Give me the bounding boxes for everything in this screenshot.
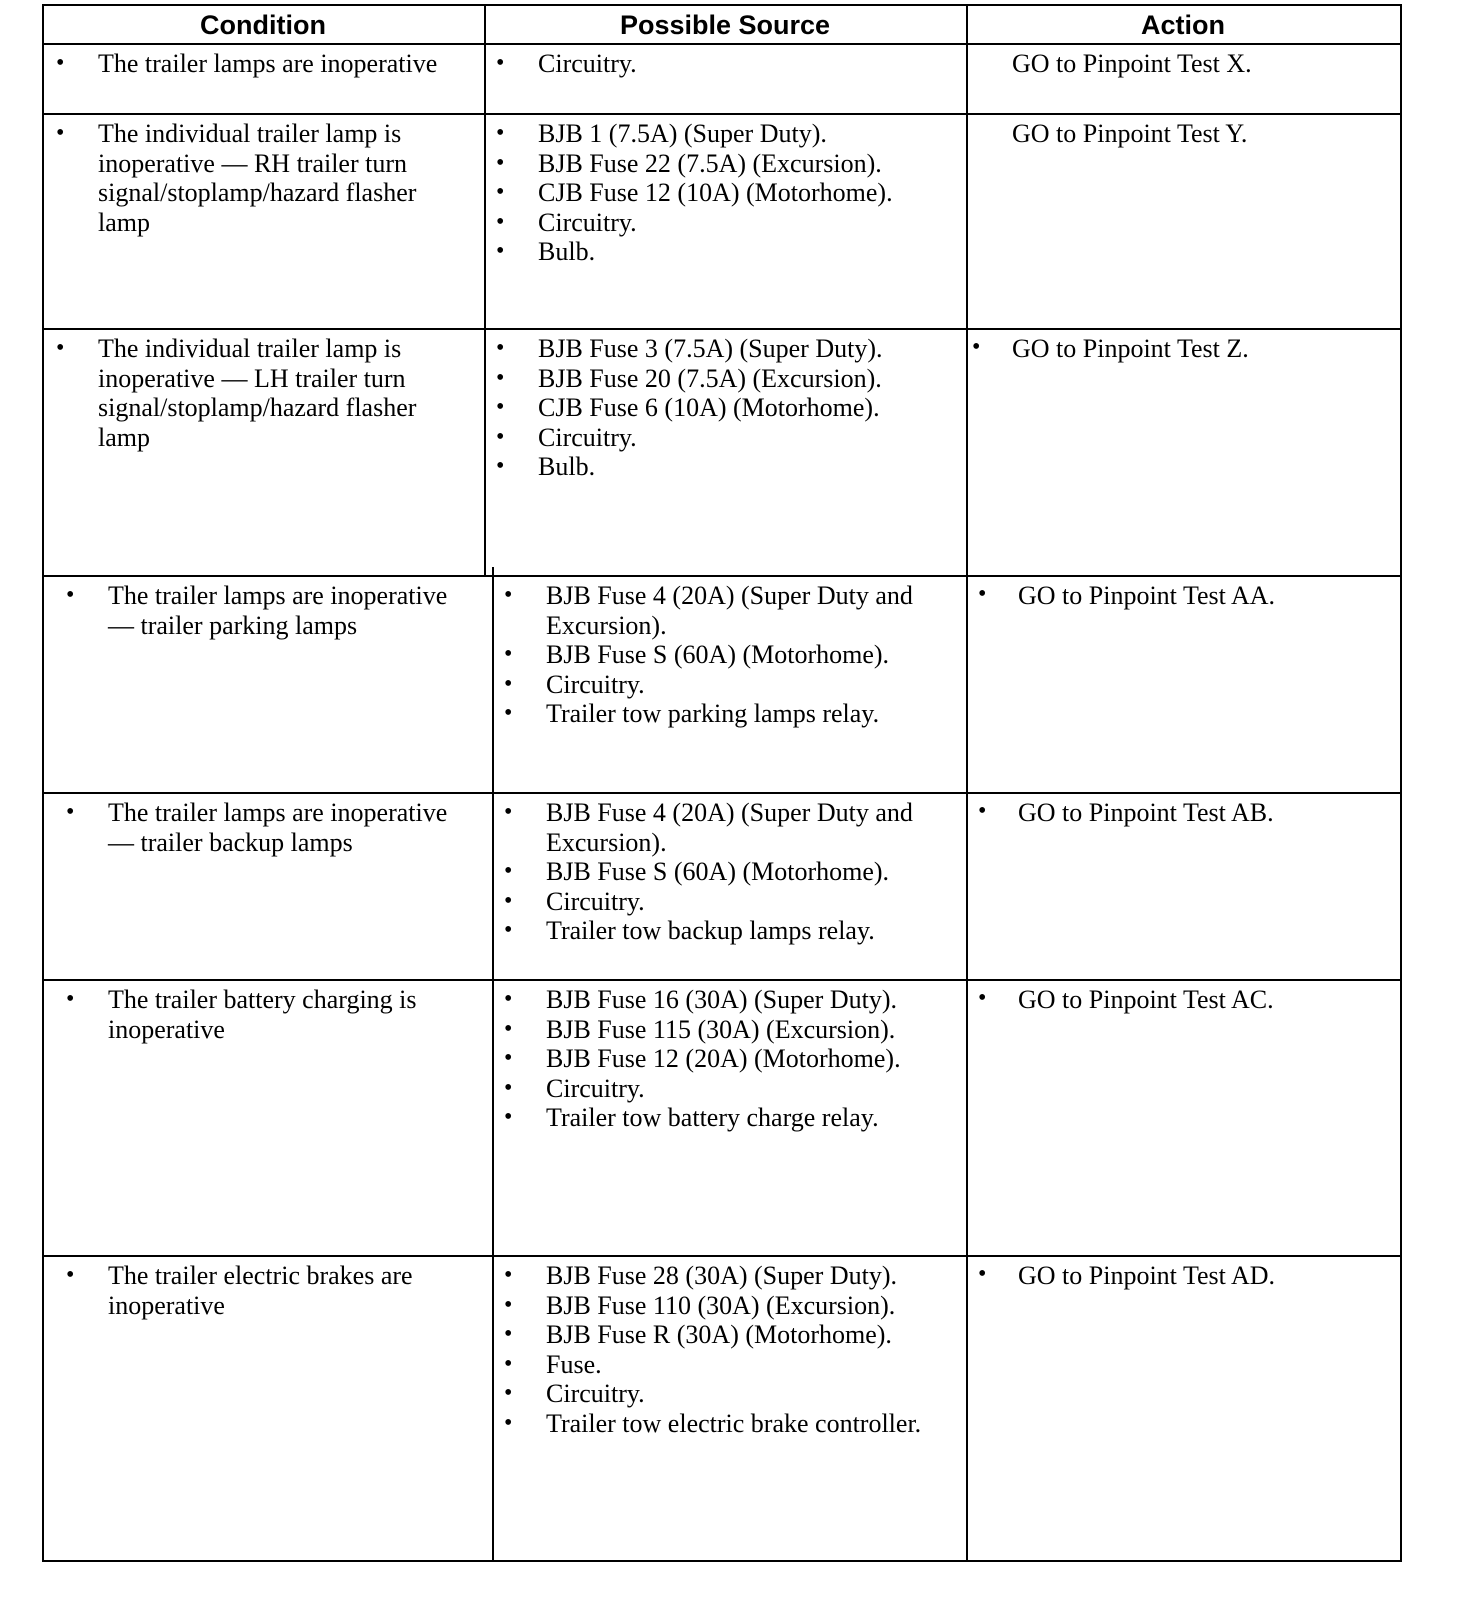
- source-item: [496, 178, 946, 208]
- source-text: Trailer tow parking lamps relay.: [546, 699, 880, 729]
- bullet-icon: •: [496, 364, 505, 391]
- condition-item: [56, 49, 470, 79]
- action-text: GO to Pinpoint Test AA.: [1018, 581, 1276, 610]
- condition-item: [66, 985, 478, 1044]
- action-text: GO to Pinpoint Test AB.: [1018, 798, 1274, 827]
- source-text: Circuitry.: [538, 422, 637, 452]
- bullet-icon: •: [496, 423, 505, 450]
- source-text: BJB Fuse 4 (20A) (Super Duty and Excursion).: [546, 581, 913, 640]
- bullet-icon: •: [496, 238, 505, 265]
- column-divider: [966, 4, 968, 1562]
- condition-text: The trailer lamps are inoperative — trailer backup lamps: [108, 798, 448, 857]
- bullet-icon: •: [978, 581, 987, 607]
- source-item: [504, 1409, 946, 1439]
- bullet-icon: •: [504, 1291, 513, 1318]
- source-item: [496, 452, 946, 482]
- table-rule: [42, 979, 1402, 981]
- bullet-icon: •: [56, 50, 65, 76]
- source-text: BJB Fuse 28 (30A) (Super Duty).: [546, 1261, 897, 1290]
- bullet-icon: •: [978, 798, 987, 824]
- condition-item: [56, 334, 470, 452]
- source-text: Circuitry.: [546, 1379, 645, 1409]
- table-rule: [42, 113, 1402, 115]
- bullet-icon: •: [66, 799, 75, 825]
- column-divider: [484, 4, 486, 575]
- action-cell: [978, 1261, 1394, 1291]
- source-text: Trailer tow backup lamps relay.: [546, 916, 875, 946]
- source-item: [504, 887, 946, 917]
- source-item: [496, 237, 946, 267]
- condition-cell: [66, 1261, 478, 1320]
- source-text: BJB Fuse R (30A) (Motorhome).: [546, 1320, 892, 1350]
- source-item: [504, 670, 946, 700]
- bullet-icon: •: [978, 985, 987, 1011]
- condition-item: [66, 581, 478, 640]
- source-text: BJB Fuse 20 (7.5A) (Excursion).: [538, 363, 882, 393]
- source-item: [496, 423, 946, 453]
- condition-text: The trailer electric brakes are inoperative: [108, 1261, 413, 1320]
- source-text: BJB Fuse 16 (30A) (Super Duty).: [546, 985, 897, 1014]
- action-text: GO to Pinpoint Test Y.: [1012, 119, 1248, 148]
- condition-text: The trailer battery charging is inoperative: [108, 985, 417, 1044]
- bullet-icon: •: [504, 887, 513, 914]
- bullet-icon: •: [972, 334, 981, 360]
- source-text: BJB Fuse 110 (30A) (Excursion).: [546, 1290, 896, 1320]
- bullet-icon: •: [504, 1409, 513, 1436]
- source-item: [496, 364, 946, 394]
- bullet-icon: •: [496, 120, 505, 146]
- source-item: [504, 1350, 946, 1380]
- bullet-icon: •: [496, 453, 505, 480]
- source-text: BJB 1 (7.5A) (Super Duty).: [538, 119, 827, 148]
- source-text: BJB Fuse 115 (30A) (Excursion).: [546, 1014, 896, 1044]
- condition-item: [56, 119, 470, 237]
- bullet-icon: •: [66, 1262, 75, 1288]
- bullet-icon: •: [504, 858, 513, 885]
- source-item: [496, 149, 946, 179]
- source-item: [504, 985, 946, 1015]
- bullet-icon: •: [496, 149, 505, 176]
- source-item: [504, 1379, 946, 1409]
- table-rule: [42, 328, 1402, 330]
- table-border-right: [1400, 4, 1402, 1562]
- bullet-icon: •: [66, 582, 75, 608]
- table-border-left: [42, 4, 44, 1562]
- table-rule: [42, 43, 1402, 45]
- source-item: [504, 1103, 946, 1133]
- table-rule: [42, 4, 1402, 6]
- condition-text: The trailer lamps are inoperative: [98, 49, 438, 78]
- table-rule: [42, 1560, 1402, 1562]
- source-item: [504, 640, 946, 670]
- table-rule: [42, 575, 1402, 577]
- source-item: [496, 49, 946, 79]
- bullet-icon: •: [504, 1015, 513, 1042]
- source-cell: [504, 581, 946, 729]
- condition-cell: [56, 334, 470, 452]
- action-cell: [978, 581, 1394, 611]
- action-text: GO to Pinpoint Test AD.: [1018, 1261, 1276, 1290]
- header-possible-source: Possible Source: [619, 10, 831, 40]
- source-cell: [496, 334, 946, 482]
- bullet-icon: •: [66, 986, 75, 1012]
- header-condition: Condition: [200, 10, 326, 40]
- bullet-icon: •: [504, 1350, 513, 1377]
- condition-cell: [66, 985, 478, 1044]
- bullet-icon: •: [496, 335, 505, 361]
- action-cell: [978, 985, 1394, 1015]
- column-divider: [492, 567, 494, 1562]
- bullet-icon: •: [496, 208, 505, 235]
- bullet-icon: •: [504, 582, 513, 608]
- source-text: Circuitry.: [538, 49, 637, 78]
- source-cell: [504, 798, 946, 946]
- source-item: [504, 1074, 946, 1104]
- action-text: GO to Pinpoint Test Z.: [1012, 334, 1249, 363]
- condition-cell: [56, 49, 470, 79]
- bullet-icon: •: [504, 1262, 513, 1288]
- bullet-icon: •: [504, 799, 513, 825]
- bullet-icon: •: [504, 986, 513, 1012]
- source-text: Circuitry.: [546, 1073, 645, 1103]
- action-cell: [972, 334, 1394, 364]
- source-text: CJB Fuse 12 (10A) (Motorhome).: [538, 178, 893, 208]
- bullet-icon: •: [56, 120, 65, 146]
- header-action: Action: [1141, 10, 1225, 40]
- table-rule: [42, 1255, 1402, 1257]
- action-text: GO to Pinpoint Test X.: [1012, 49, 1252, 78]
- source-text: Circuitry.: [538, 207, 637, 237]
- source-item: [496, 119, 946, 149]
- source-cell: [496, 49, 946, 79]
- source-text: CJB Fuse 6 (10A) (Motorhome).: [538, 393, 880, 423]
- source-item: [504, 798, 946, 857]
- condition-item: [66, 798, 478, 857]
- source-item: [504, 1044, 946, 1074]
- source-item: [496, 208, 946, 238]
- bullet-icon: •: [496, 50, 505, 76]
- condition-item: [66, 1261, 478, 1320]
- source-item: [504, 699, 946, 729]
- condition-cell: [66, 581, 478, 640]
- source-text: Circuitry.: [546, 669, 645, 699]
- bullet-icon: •: [56, 335, 65, 361]
- condition-text: The individual trailer lamp is inoperative — RH trailer turn signal/stoplamp/hazard flasher lamp: [98, 119, 417, 237]
- source-text: Fuse.: [546, 1349, 602, 1379]
- source-cell: [496, 119, 946, 267]
- source-text: BJB Fuse 22 (7.5A) (Excursion).: [538, 148, 882, 178]
- bullet-icon: •: [978, 1261, 987, 1287]
- condition-text: The trailer lamps are inoperative — trailer parking lamps: [108, 581, 448, 640]
- source-item: [504, 857, 946, 887]
- bullet-icon: •: [496, 179, 505, 206]
- source-item: [504, 581, 946, 640]
- action-cell: [972, 119, 1394, 149]
- condition-cell: [56, 119, 470, 237]
- bullet-icon: •: [496, 394, 505, 421]
- bullet-icon: •: [504, 917, 513, 944]
- source-text: BJB Fuse 12 (20A) (Motorhome).: [546, 1044, 901, 1074]
- condition-cell: [66, 798, 478, 857]
- source-item: [496, 393, 946, 423]
- table-rule: [42, 792, 1402, 794]
- source-text: Trailer tow battery charge relay.: [546, 1103, 879, 1133]
- source-text: BJB Fuse 3 (7.5A) (Super Duty).: [538, 334, 883, 363]
- bullet-icon: •: [504, 670, 513, 697]
- bullet-icon: •: [504, 1104, 513, 1131]
- source-cell: [504, 985, 946, 1133]
- source-text: Bulb.: [538, 452, 596, 482]
- source-text: BJB Fuse S (60A) (Motorhome).: [546, 640, 890, 670]
- source-text: Trailer tow electric brake controller.: [546, 1408, 922, 1438]
- bullet-icon: •: [504, 641, 513, 668]
- action-cell: [978, 798, 1394, 828]
- bullet-icon: •: [504, 1321, 513, 1348]
- action-text: GO to Pinpoint Test AC.: [1018, 985, 1274, 1014]
- source-item: [504, 1291, 946, 1321]
- bullet-icon: •: [504, 1074, 513, 1101]
- source-item: [504, 1015, 946, 1045]
- source-text: BJB Fuse S (60A) (Motorhome).: [546, 857, 890, 887]
- action-cell: [972, 49, 1394, 79]
- condition-text: The individual trailer lamp is inoperative — LH trailer turn signal/stoplamp/hazard flasher lamp: [98, 334, 417, 452]
- source-item: [496, 334, 946, 364]
- source-text: Bulb.: [538, 237, 596, 267]
- bullet-icon: •: [504, 1045, 513, 1072]
- source-cell: [504, 1261, 946, 1439]
- source-text: BJB Fuse 4 (20A) (Super Duty and Excursion).: [546, 798, 913, 857]
- bullet-icon: •: [504, 1380, 513, 1407]
- source-text: Circuitry.: [546, 886, 645, 916]
- source-item: [504, 1320, 946, 1350]
- source-item: [504, 916, 946, 946]
- bullet-icon: •: [504, 700, 513, 727]
- source-item: [504, 1261, 946, 1291]
